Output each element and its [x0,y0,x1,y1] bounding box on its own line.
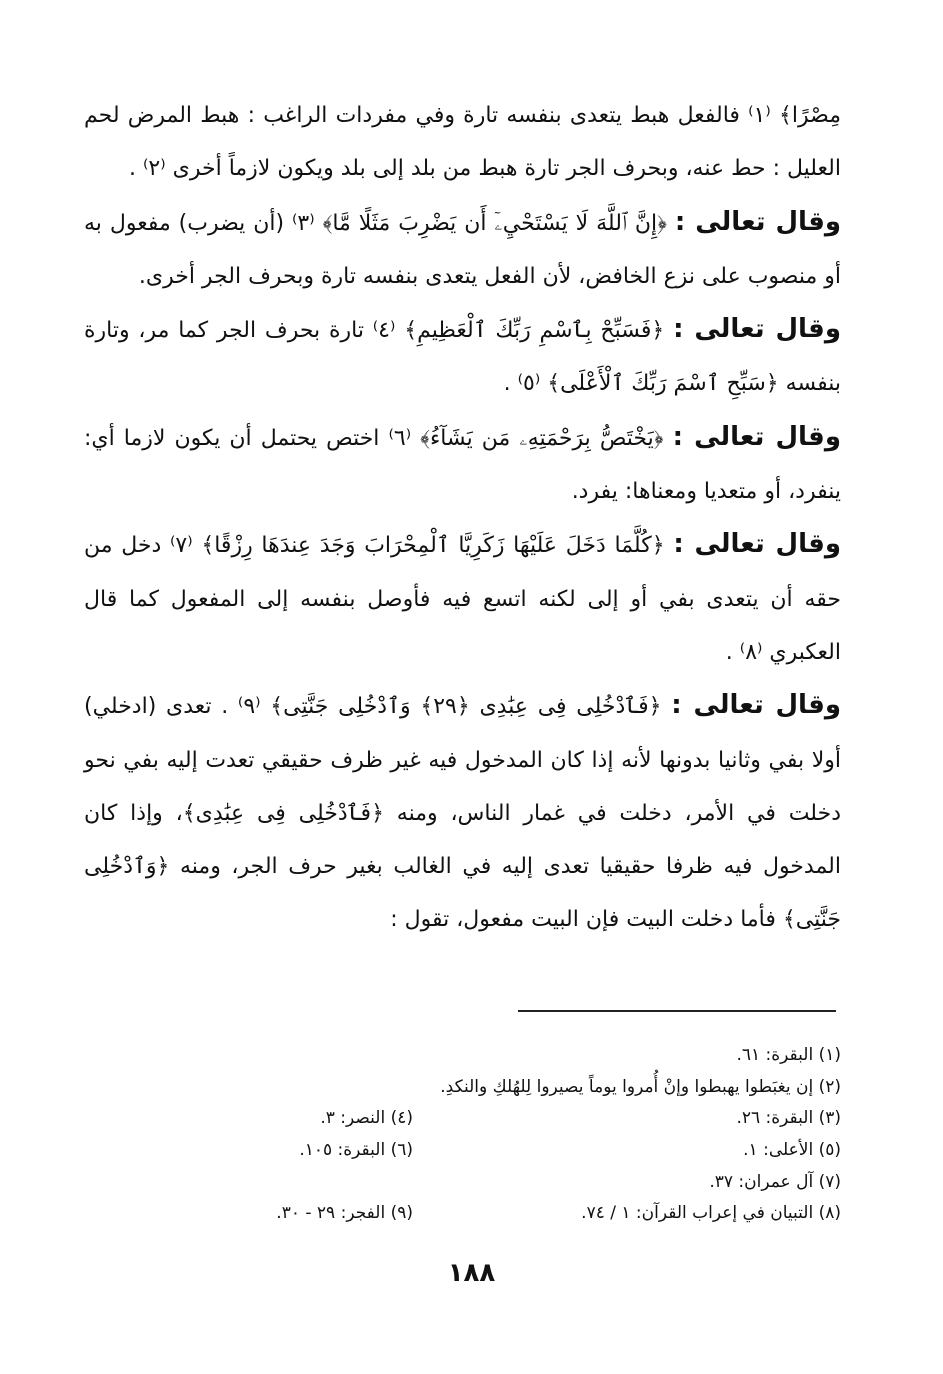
footnote-row [100,1103,841,1135]
footnote: (٥) الأعلى: ١. [743,1140,841,1161]
paragraph-text: ﴿فَٱدْخُلِى فِى عِبَٰدِى ﴿٢٩﴾ وَٱدْخُلِى جَنَّتِى﴾ ⁽٩⁾ . تعدى (ادخلي) أولا بفي وثانيا بدونها لأنه إذا كان المدخول فيه غير ظرف حقيقي تعدت إليه بفي نحو دخلت في الأمر، دخلت في غمار الناس، ومنه ﴿فَٱدْخُلِى فِى عِبَٰدِى﴾، وإذا كان المدخول فيه ظرفا حقيقيا تعدى إليه في الغالب بغير حرف الجر، ومنه ﴿وَٱدْخُلِى جَنَّتِى﴾ فأما دخلت البيت فإن البيت مفعول، تقول : [84,694,841,933]
footnote: (٣) البقرة: ٢٦. [736,1108,841,1129]
paragraph-text: ﴿فَسَبِّحْ بِٱسْمِ رَبِّكَ ٱلْعَظِيمِ﴾ ⁽٤⁾ تارة بحرف الجر كما مر، وتارة بنفسه ﴿سَبِّحِ ٱسْمَ رَبِّكَ ٱلْأَعْلَى﴾ ⁽٥⁾ . [84,318,841,397]
paragraph-text: مِصْرًا﴾ ⁽١⁾ فالفعل هبط يتعدى بنفسه تارة وفي مفردات الراغب : هبط المرض لحم العليل : حط عنه، وبحرف الجر تارة هبط من بلد إلى بلد ويكون لازماً أخرى ⁽٢⁾ . [84,103,841,182]
paragraph [84,518,841,679]
paragraph-lead: وقال تعالى : [673,314,841,345]
footnote-divider [518,1010,836,1012]
paragraph [84,679,841,946]
footnotes [100,1040,841,1230]
paragraph-lead: وقال تعالى : [671,690,842,721]
page-number: ١٨٨ [447,1258,496,1288]
paragraph-lead: وقال تعالى : [674,206,842,237]
paragraph-text: ﴿إِنَّ ٱللَّهَ لَا يَسْتَحْيِۦٓ أَن يَضْرِبَ مَثَلًا مَّا﴾ ⁽٣⁾ (أن يضرب) مفعول به أو منصوب على نزع الخافض، لأن الفعل يتعدى بنفسه تارة وبحرف الجر أخرى. [84,210,841,289]
footnote-row [100,1135,841,1167]
footnote-row [100,1167,841,1199]
paragraph [84,411,841,519]
footnote: (٤) النصر: ٣. [320,1108,413,1129]
footnote: (٨) التبيان في إعراب القرآن: ١ / ٧٤. [581,1203,841,1224]
footnote-row [100,1072,841,1104]
paragraph-lead: وقال تعالى : [672,421,841,452]
footnote: (٩) الفجر: ٢٩ - ٣٠. [276,1203,413,1224]
body-text [84,88,841,947]
footnote: (٢) إن يغبَطوا يهبطوا وإنْ أُمروا يوماً يصيروا لِلهُلكِ والنكدِ. [440,1076,841,1097]
paragraph-text: ﴿يَخْتَصُّ بِرَحْمَتِهِۦ مَن يَشَآءُ﴾ ⁽٦⁾ اختص يحتمل أن يكون لازما أي: ينفرد، أو متعديا ومعناها: يفرد. [84,425,841,505]
paragraph [84,196,841,304]
footnote-row [100,1040,841,1072]
footnote: (١) البقرة: ٦١. [736,1045,841,1065]
paragraph [84,88,841,196]
footnote: (٧) آل عمران: ٣٧. [709,1171,841,1192]
footnote: (٦) البقرة: ١٠٥. [299,1140,413,1161]
paragraph-lead: وقال تعالى : [673,529,842,560]
footnote-row [100,1198,841,1230]
paragraph-text: ﴿كُلَّمَا دَخَلَ عَلَيْهَا زَكَرِيَّا ٱلْمِحْرَابَ وَجَدَ عِندَهَا رِزْقًا﴾ ⁽٧⁾ دخل من حقه أن يتعدى بفي أو إلى لكنه اتسع فيه فأوصل بنفسه إلى المفعول كما قال العكبري ⁽٨⁾ . [84,533,841,665]
paragraph [84,303,841,411]
